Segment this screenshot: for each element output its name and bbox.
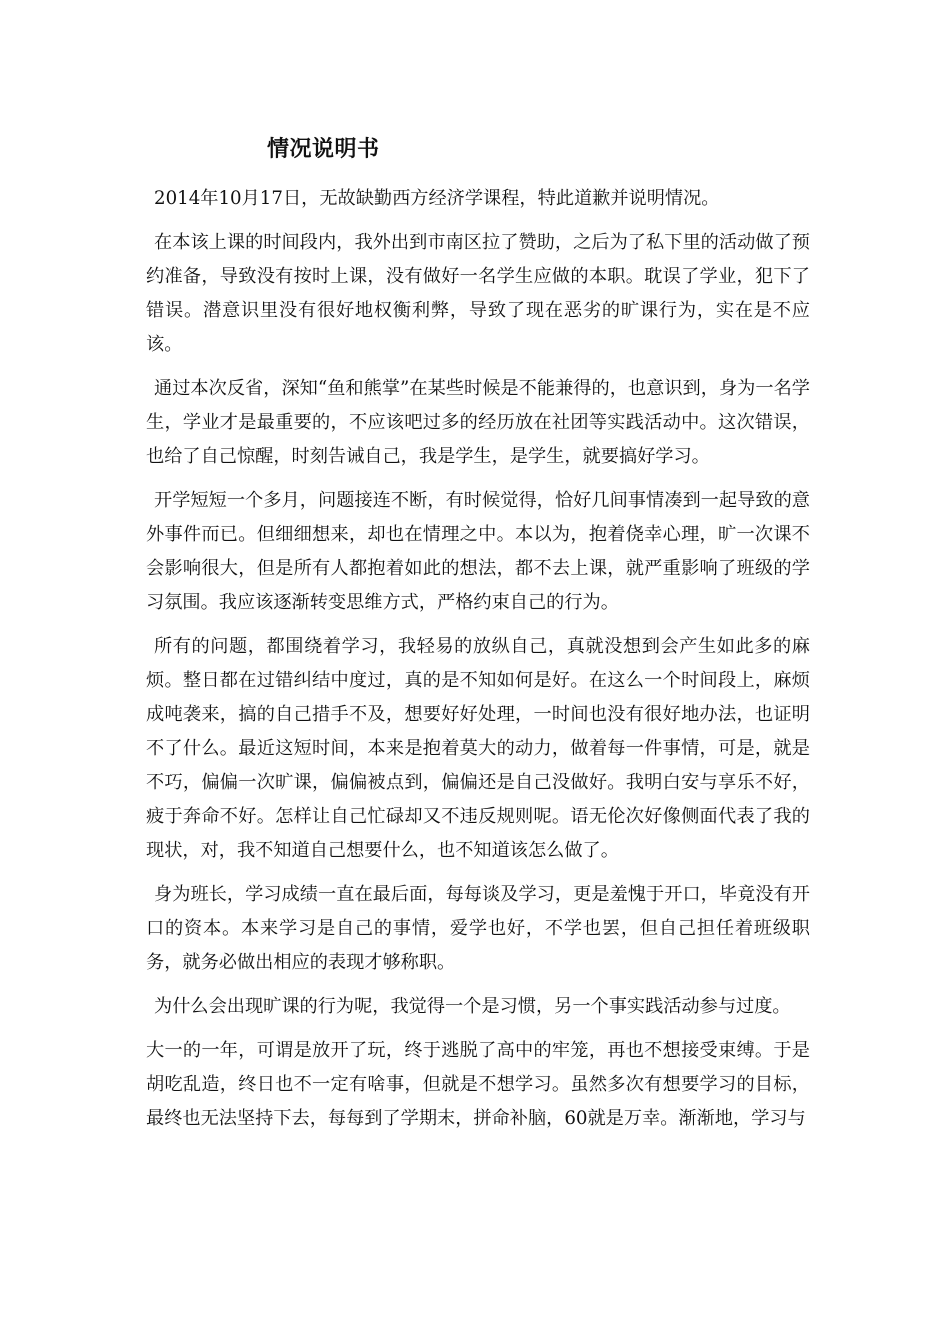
paragraph-class-monitor: 身为班长，学习成绩一直在最后面，每每谈及学习，更是羞愧于开口，毕竟没有开口的资本。本来学习是自己的事情，爱学也好，不学也罢，但自己担任着班级职务，就务必做出相应的表现才够称职。 [146, 884, 810, 973]
paragraph-reason: 在本该上课的时间段内，我外出到市南区拉了赞助，之后为了私下里的活动做了预约准备，导致没有按时上课，没有做好一名学生应做的本职。耽误了学业，犯下了错误。潜意识里没有很好地权衡利弊，导致了现在恶劣的旷课行为，实在是不应该。 [146, 232, 810, 355]
paragraph-freshman-year: 大一的一年，可谓是放开了玩，终于逃脱了高中的牢笼，再也不想接受束缚。于是胡吃乱造，终日也不一定有啥事，但就是不想学习。虽然多次有想要学习的目标，最终也无法坚持下去，每每到了学期末，拼命补脑，60就是万幸。渐渐地，学习与 [146, 1040, 810, 1129]
document-body [146, 182, 810, 1146]
paragraph-reflection: 通过本次反省，深知“鱼和熊掌”在某些时候是不能兼得的，也意识到，身为一名学生，学业才是最重要的，不应该吧过多的经历放在社团等实践活动中。这次错误，也给了自己惊醒，时刻告诫自己，我是学生，是学生，就要搞好学习。 [146, 378, 810, 467]
document-title: 情况说明书 [267, 137, 380, 162]
paragraph-date-statement: 2014年10月17日，无故缺勤西方经济学课程，特此道歉并说明情况。 [154, 188, 720, 209]
paragraph-semester-problems: 开学短短一个多月，问题接连不断，有时候觉得，恰好几间事情凑到一起导致的意外事件而已。但细细想来，却也在情理之中。本以为，抱着侥幸心理，旷一次课不会影响很大，但是所有人都抱着如此的想法，都不去上课，就严重影响了班级的学习氛围。我应该逐渐转变思维方式，严格约束自己的行为。 [146, 490, 810, 613]
paragraph-causes: 为什么会出现旷课的行为呢，我觉得一个是习惯，另一个事实践活动参与过度。 [154, 996, 791, 1017]
paragraph-troubles: 所有的问题，都围绕着学习，我轻易的放纵自己，真就没想到会产生如此多的麻烦。整日都在过错纠结中度过，真的是不知如何是好。在这么一个时间段上，麻烦成吨袭来，搞的自己措手不及，想要好好处理，一时间也没有很好地办法，也证明不了什么。最近这短时间，本来是抱着莫大的动力，做着每一件事情，可是，就是不巧，偏偏一次旷课，偏偏被点到，偏偏还是自己没做好。我明白安与享乐不好，疲于奔命不好。怎样让自己忙碌却又不违反规则呢。语无伦次好像侧面代表了我的现状，对，我不知道自己想要什么，也不知道该怎么做了。 [146, 636, 810, 861]
